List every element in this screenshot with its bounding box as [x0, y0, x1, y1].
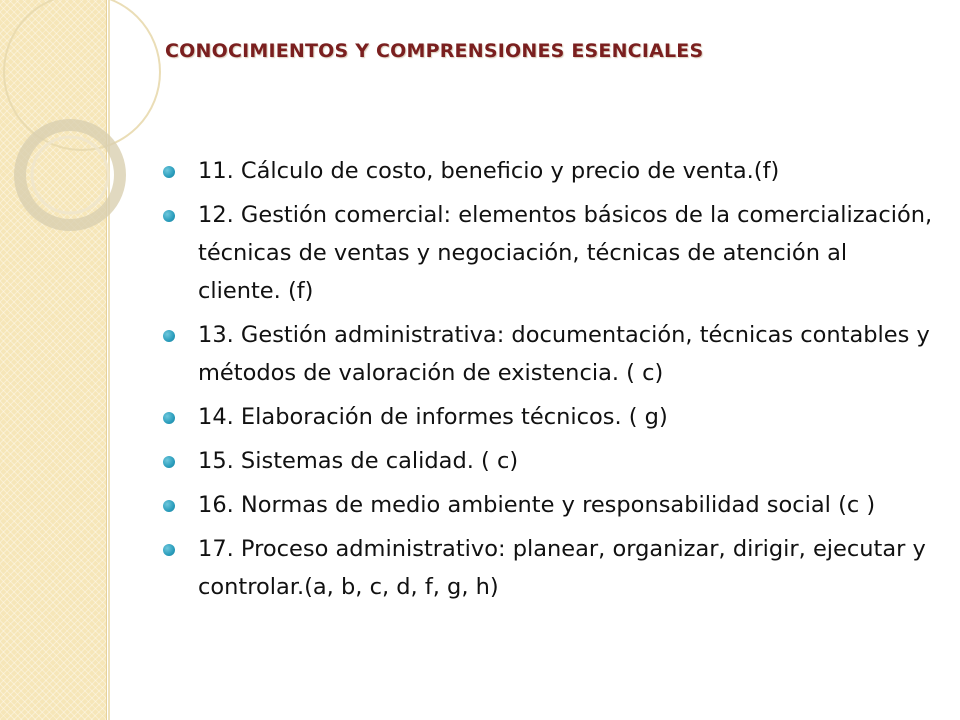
decorative-circles [0, 0, 130, 260]
bullet-icon [163, 166, 175, 178]
list-item-text: 17. Proceso administrativo: planear, organizar, dirigir, ejecutar y controlar.(a, b, c, d, f, g, h) [198, 536, 926, 600]
list-item-text: 12. Gestión comercial: elementos básicos de la comercialización, técnicas de ventas y negociación, técnicas de atención al cliente. (f) [198, 202, 933, 304]
bullet-icon [163, 330, 175, 342]
list-item [163, 196, 933, 310]
bullet-icon [163, 456, 175, 468]
list-item-text: 11. Cálculo de costo, beneficio y precio de venta.(f) [198, 158, 780, 184]
list-item [163, 486, 933, 524]
bullet-list [163, 152, 933, 612]
list-item [163, 316, 933, 392]
list-item-text: 14. Elaboración de informes técnicos. ( g) [198, 404, 668, 430]
slide-title: CONOCIMIENTOS Y COMPRENSIONES ESENCIALES [165, 40, 704, 62]
list-item-text: 13. Gestión administrativa: documentación, técnicas contables y métodos de valoración de existencia. ( c) [198, 322, 930, 386]
bullet-icon [163, 210, 175, 222]
list-item [163, 442, 933, 480]
list-item [163, 398, 933, 436]
bullet-icon [163, 544, 175, 556]
list-item-text: 16. Normas de medio ambiente y responsabilidad social (c ) [198, 492, 876, 518]
bullet-icon [163, 412, 175, 424]
bullet-icon [163, 500, 175, 512]
list-item [163, 152, 933, 190]
list-item [163, 530, 933, 606]
list-item-text: 15. Sistemas de calidad. ( c) [198, 448, 519, 474]
